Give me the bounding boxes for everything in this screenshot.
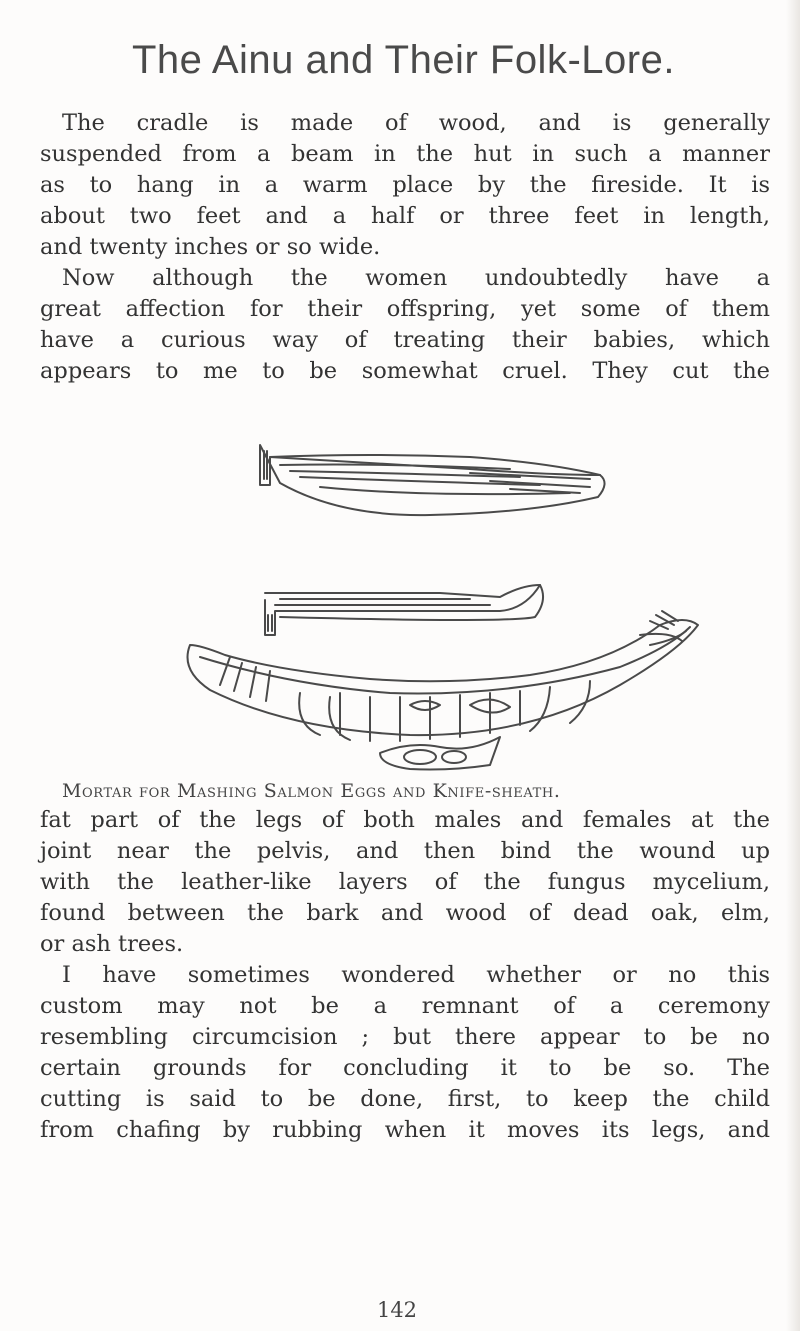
text-line: about two feet and a half or three feet in length, <box>40 203 770 229</box>
text-line: have a curious way of treating their babies, which <box>40 327 770 353</box>
text-line: custom may not be a remnant of a ceremony <box>40 993 770 1019</box>
text-line: or ash trees. <box>40 931 184 957</box>
mortar-knife-sheath-illustration <box>170 435 710 775</box>
text-line: resembling circumcision ; but there appear to be no <box>40 1024 770 1050</box>
text-line: The cradle is made of wood, and is generally <box>62 110 770 136</box>
text-line: and twenty inches or so wide. <box>40 234 381 260</box>
text-line: found between the bark and wood of dead oak, elm, <box>40 900 770 926</box>
figure-caption: Mortar for Mashing Salmon Eggs and Knife-sheath. <box>62 780 561 802</box>
knife-sheath-drawing <box>260 445 605 515</box>
paragraph-circumcision <box>40 960 770 1146</box>
text-line: appears to me to be somewhat cruel. They cut the <box>40 358 770 384</box>
text-line: as to hang in a warm place by the fireside. It is <box>40 172 770 198</box>
page-edge-shadow <box>786 0 800 1331</box>
running-head: The Ainu and Their Folk-Lore. <box>132 38 675 82</box>
text-line: I have sometimes wondered whether or no this <box>62 962 770 988</box>
paragraph-affection <box>40 263 770 387</box>
text-block-bottom <box>40 805 770 1146</box>
page-number: 142 <box>376 1298 418 1322</box>
text-block-top <box>40 108 770 387</box>
text-line: cutting is said to be done, first, to keep the child <box>40 1086 770 1112</box>
paragraph-cutting <box>40 805 770 960</box>
text-line: suspended from a beam in the hut in such a manner <box>40 141 770 167</box>
text-line: great affection for their offspring, yet some of them <box>40 296 770 322</box>
text-line: from chafing by rubbing when it moves its legs, and <box>40 1117 770 1143</box>
text-line: fat part of the legs of both males and females at the <box>40 807 770 833</box>
text-line: joint near the pelvis, and then bind the wound up <box>40 838 770 864</box>
text-line: Now although the women undoubtedly have a <box>62 265 770 291</box>
text-line: certain grounds for concluding it to be so. The <box>40 1055 770 1081</box>
text-line: with the leather-like layers of the fungus mycelium, <box>40 869 770 895</box>
paragraph-cradle <box>40 108 770 263</box>
knife-drawing <box>265 585 543 635</box>
